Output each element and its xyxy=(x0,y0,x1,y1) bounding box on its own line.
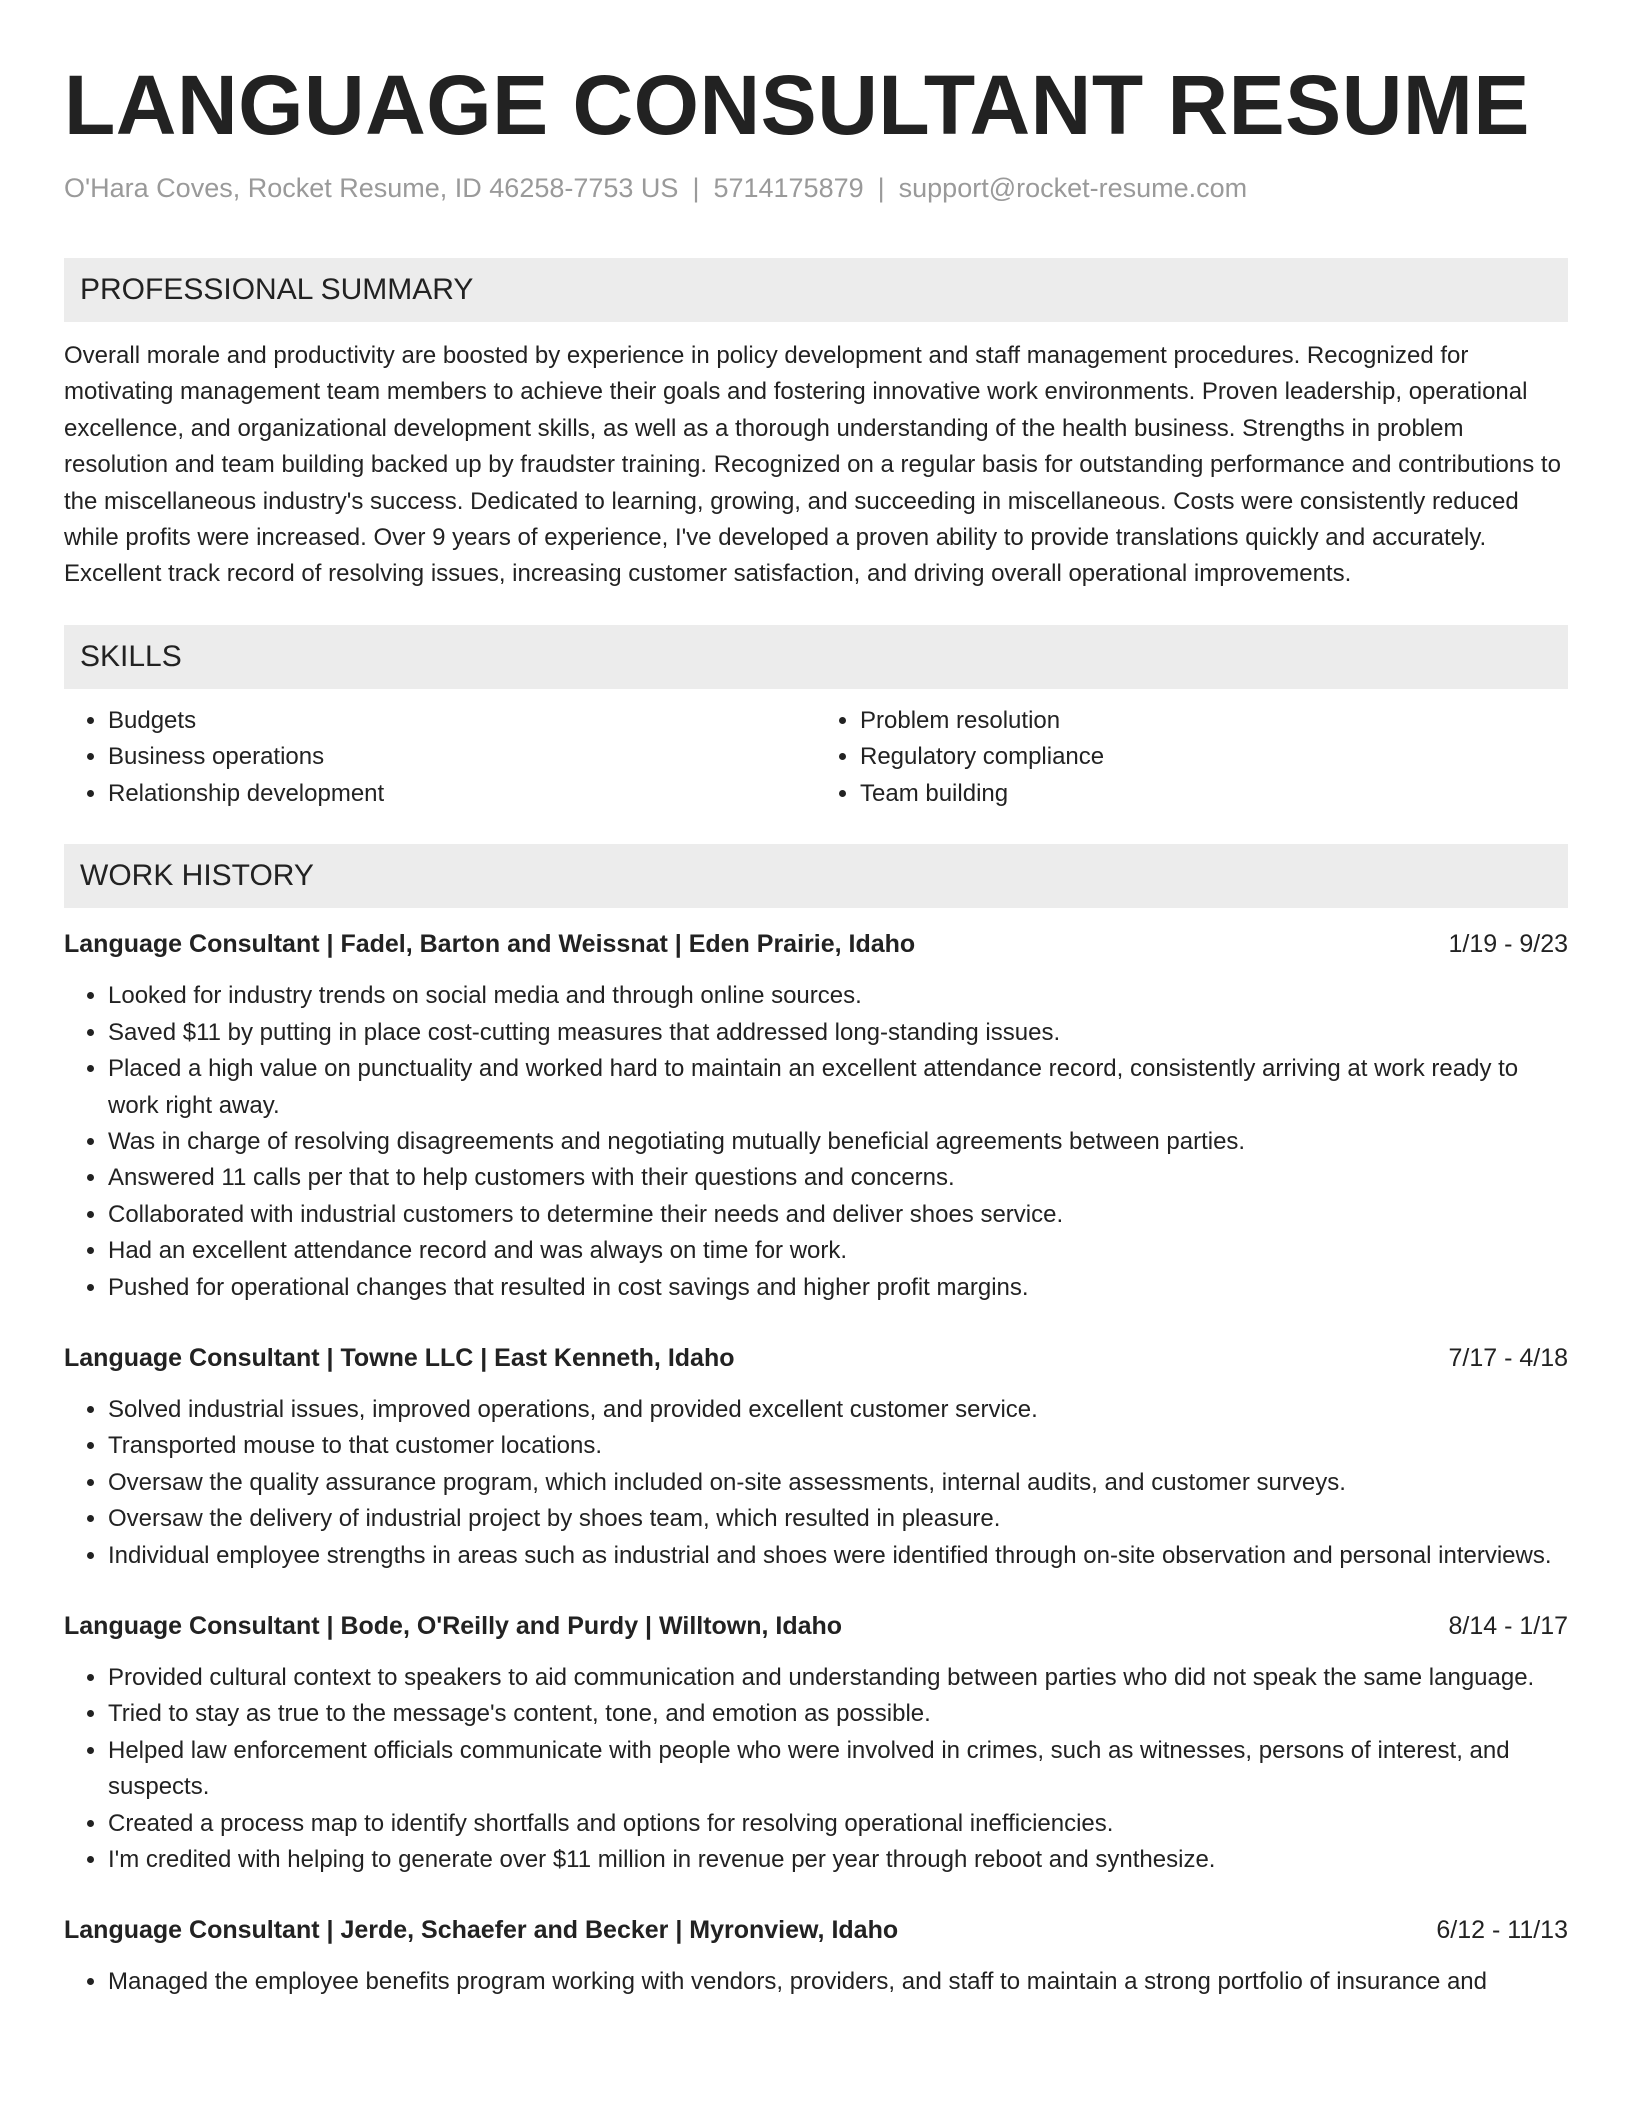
job-dates: 7/17 - 4/18 xyxy=(1448,1344,1568,1372)
job-bullet: • Tried to stay as true to the message's content, tone, and emotion as possible. xyxy=(108,1696,1568,1732)
contact-separator: | xyxy=(877,173,885,203)
job-bullet: • Individual employee strengths in areas such as industrial and shoes were identified through on-site observation and personal interviews. xyxy=(108,1538,1568,1574)
skills-list xyxy=(64,703,1568,813)
summary-text: Overall morale and productivity are boosted by experience in policy development and staff management procedures. Recognized for motivating management team members to achieve their goals and fostering innovative work environments. Proven leadership, operational excellence, and organizational development skills, as well as a thorough understanding of the health business. Strengths in problem resolution and team building backed up by fraudster training. Recognized on a regular basis for outstanding performance and contributions to the miscellaneous industry's success. Dedicated to learning, growing, and succeeding in miscellaneous. Costs were consistently reduced while profits were increased. Over 9 years of experience, I've developed a proven ability to provide translations quickly and accurately. Excellent track record of resolving issues, increasing customer satisfaction, and driving overall operational improvements. xyxy=(64,342,1561,588)
job-bullets xyxy=(64,1660,1568,1878)
contact-separator: | xyxy=(692,173,700,203)
section-header-skills: SKILLS xyxy=(64,625,1568,689)
job-entry xyxy=(64,926,1568,1306)
job-bullet: • Managed the employee benefits program working with vendors, providers, and staff to maintain a strong portfolio of insurance and xyxy=(108,1964,1568,2000)
job-entry xyxy=(64,1608,1568,1878)
job-bullet: • Transported mouse to that customer locations. xyxy=(108,1428,1568,1464)
job-entry xyxy=(64,1912,1568,2000)
job-entry xyxy=(64,1340,1568,1574)
job-dates: 8/14 - 1/17 xyxy=(1448,1612,1568,1641)
job-bullet: • Placed a high value on punctuality and worked hard to maintain an excellent attendance record, consistently arriving at work ready to work right away. xyxy=(108,1051,1568,1124)
job-title: Language Consultant | Bode, O'Reilly and Purdy | Willtown, Idaho xyxy=(64,1612,843,1641)
job-title: Language Consultant | Jerde, Schaefer and Becker | Myronview, Idaho xyxy=(64,1916,899,1945)
job-bullet: • Answered 11 calls per that to help customers with their questions and concerns. xyxy=(108,1160,1568,1196)
section-header-summary: PROFESSIONAL SUMMARY xyxy=(64,258,1568,322)
job-bullet: • Provided cultural context to speakers to aid communication and understanding between parties who did not speak the same language. xyxy=(108,1660,1568,1696)
job-bullets xyxy=(64,978,1568,1306)
resume-title: LANGUAGE CONSULTANT RESUME xyxy=(64,58,1530,152)
contact-email: support@rocket-resume.com xyxy=(898,173,1248,203)
job-bullet: • Oversaw the delivery of industrial project by shoes team, which resulted in pleasure. xyxy=(108,1501,1568,1537)
skill-item: • Business operations xyxy=(108,739,816,776)
job-bullet: • Was in charge of resolving disagreements and negotiating mutually beneficial agreements between parties. xyxy=(108,1124,1568,1160)
job-dates: 1/19 - 9/23 xyxy=(1448,930,1568,959)
job-bullet: • Saved $11 by putting in place cost-cutting measures that addressed long-standing issues. xyxy=(108,1015,1568,1051)
job-header xyxy=(64,1340,1568,1376)
skill-item: • Problem resolution xyxy=(860,703,1568,740)
job-bullet: • Looked for industry trends on social media and through online sources. xyxy=(108,978,1568,1014)
skills-column-right xyxy=(816,703,1568,813)
job-bullet: • I'm credited with helping to generate over $11 million in revenue per year through reboot and synthesize. xyxy=(108,1842,1568,1878)
job-header xyxy=(64,1608,1568,1644)
job-bullet: • Collaborated with industrial customers to determine their needs and deliver shoes service. xyxy=(108,1197,1568,1233)
section-header-work-history: WORK HISTORY xyxy=(64,844,1568,908)
job-dates: 6/12 - 11/13 xyxy=(1436,1916,1568,1945)
skill-item: • Budgets xyxy=(108,703,816,740)
contact-address: O'Hara Coves, Rocket Resume, ID 46258-7753 US xyxy=(64,173,679,203)
job-title: Language Consultant | Fadel, Barton and Weissnat | Eden Prairie, Idaho xyxy=(64,930,916,959)
job-bullet: • Had an excellent attendance record and was always on time for work. xyxy=(108,1233,1568,1269)
contact-phone: 5714175879 xyxy=(713,173,864,203)
job-bullets xyxy=(64,1392,1568,1574)
contact-line xyxy=(64,170,1568,206)
job-title: Language Consultant | Towne LLC | East Kenneth, Idaho xyxy=(64,1344,735,1372)
skill-item: • Relationship development xyxy=(108,776,816,813)
job-header xyxy=(64,926,1568,962)
job-bullet: • Created a process map to identify shortfalls and options for resolving operational inefficiencies. xyxy=(108,1806,1568,1842)
skill-item: • Team building xyxy=(860,776,1568,813)
skills-column-left xyxy=(64,703,816,813)
skill-item: • Regulatory compliance xyxy=(860,739,1568,776)
job-bullets xyxy=(64,1964,1568,2000)
job-bullet: • Pushed for operational changes that resulted in cost savings and higher profit margins. xyxy=(108,1270,1568,1306)
job-bullet: • Oversaw the quality assurance program, which included on-site assessments, internal audits, and customer surveys. xyxy=(108,1465,1568,1501)
job-bullet: • Solved industrial issues, improved operations, and provided excellent customer service. xyxy=(108,1392,1568,1428)
job-header xyxy=(64,1912,1568,1948)
job-bullet: • Helped law enforcement officials communicate with people who were involved in crimes, such as witnesses, persons of interest, and suspects. xyxy=(108,1733,1568,1806)
